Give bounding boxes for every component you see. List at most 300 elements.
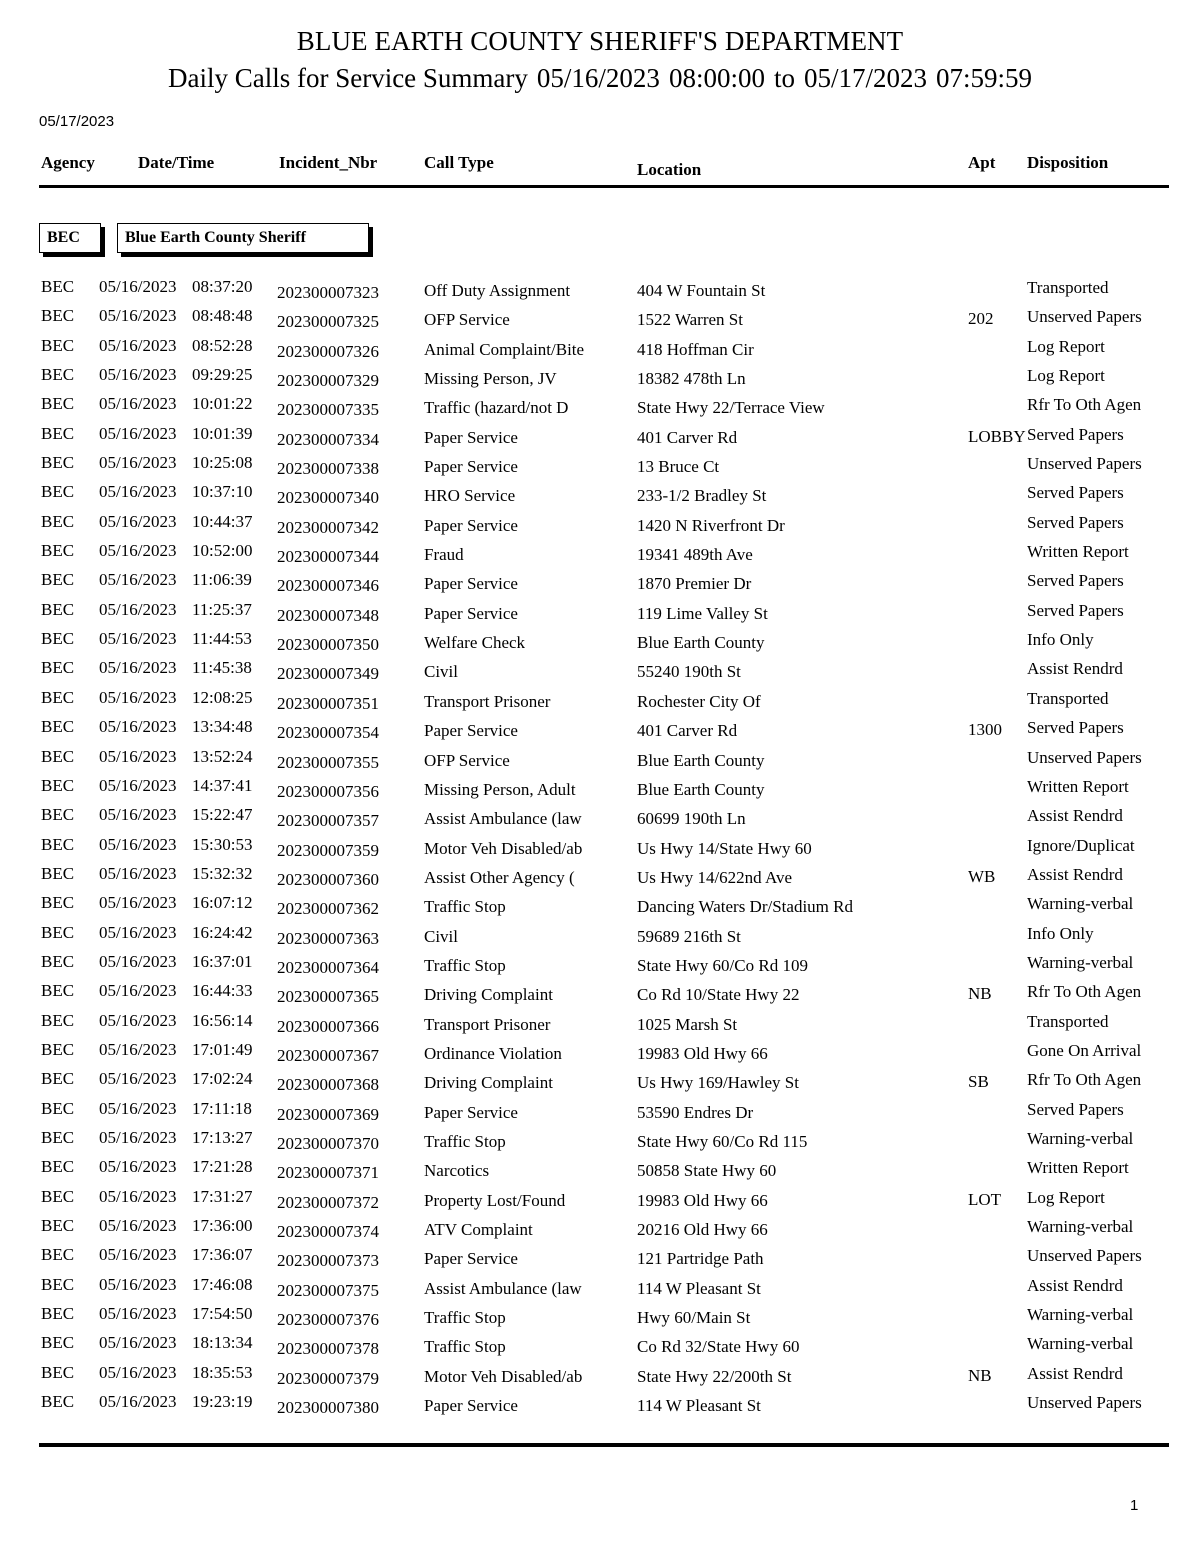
cell-time: 15:30:53 <box>192 834 253 854</box>
table-row <box>0 1392 1200 1421</box>
cell-location: Co Rd 32/State Hwy 60 <box>637 1337 800 1357</box>
cell-date: 05/16/2023 <box>99 1216 177 1235</box>
cell-call-type: Paper Service <box>424 1102 518 1122</box>
cell-apt: WB <box>968 866 996 886</box>
cell-call-type: Fraud <box>424 545 464 565</box>
page-number: 1 <box>1130 1497 1139 1514</box>
cell-disposition: Assist Rendrd <box>1027 806 1123 826</box>
cell-disposition: Served Papers <box>1027 483 1124 503</box>
table-row <box>0 923 1200 952</box>
cell-agency: BEC <box>41 453 75 473</box>
cell-location: 50858 State Hwy 60 <box>637 1161 777 1181</box>
cell-call-type: Paper Service <box>424 1249 518 1269</box>
cell-date: 05/16/2023 <box>99 893 177 913</box>
cell-time: 17:31:27 <box>192 1186 253 1206</box>
column-header-agency: Agency <box>41 153 95 172</box>
cell-agency: BEC <box>41 1216 75 1235</box>
cell-time: 16:24:42 <box>192 922 253 942</box>
cell-disposition: Warning-verbal <box>1027 1334 1134 1354</box>
cell-call-type: Transport Prisoner <box>424 691 551 711</box>
cell-disposition: Served Papers <box>1027 1099 1124 1119</box>
cell-disposition: Unserved Papers <box>1027 1393 1142 1413</box>
table-row <box>0 453 1200 482</box>
cell-location: 20216 Old Hwy 66 <box>637 1220 768 1239</box>
cell-incident-nbr: 202300007368 <box>277 1075 379 1095</box>
cell-time: 17:01:49 <box>192 1039 253 1059</box>
cell-agency: BEC <box>41 599 75 619</box>
cell-date: 05/16/2023 <box>99 1333 177 1353</box>
cell-location: Dancing Waters Dr/Stadium Rd <box>637 897 853 917</box>
cell-agency: BEC <box>41 746 75 766</box>
cell-call-type: Property Lost/Found <box>424 1190 566 1210</box>
cell-incident-nbr: 202300007350 <box>277 635 379 655</box>
cell-agency: BEC <box>41 922 75 942</box>
cell-agency: BEC <box>41 805 75 825</box>
cell-call-type: Traffic Stop <box>424 897 506 917</box>
cell-time: 15:32:32 <box>192 863 253 883</box>
cell-time: 09:29:25 <box>192 365 253 385</box>
cell-location: 418 Hoffman Cir <box>637 339 754 359</box>
cell-date: 05/16/2023 <box>99 1098 177 1118</box>
cell-time: 17:11:18 <box>192 1098 252 1118</box>
subtitle-connector: to <box>773 63 795 94</box>
column-header-disposition: Disposition <box>1027 153 1109 172</box>
cell-call-type: Ordinance Violation <box>424 1043 562 1063</box>
cell-date: 05/16/2023 <box>99 981 177 1001</box>
cell-location: Rochester City Of <box>637 691 761 711</box>
cell-agency: BEC <box>41 1157 75 1177</box>
subtitle-start-date: 05/16/2023 <box>536 63 660 94</box>
cell-agency: BEC <box>41 1304 75 1324</box>
cell-disposition: Log Report <box>1027 336 1105 356</box>
cell-time: 11:25:37 <box>192 599 252 619</box>
cell-time: 13:52:24 <box>192 746 253 766</box>
cell-time: 11:44:53 <box>192 629 252 649</box>
column-header-datetime: Date/Time <box>138 153 215 172</box>
cell-date: 05/16/2023 <box>99 629 177 649</box>
cell-location: 18382 478th Ln <box>637 369 746 389</box>
cell-call-type: Assist Other Agency ( <box>424 867 575 887</box>
cell-time: 10:01:22 <box>192 394 253 414</box>
cell-date: 05/16/2023 <box>99 482 177 502</box>
column-header-call-type: Call Type <box>424 153 494 172</box>
cell-call-type: Civil <box>424 662 459 682</box>
cell-location: Hwy 60/Main St <box>637 1308 751 1328</box>
cell-call-type: Paper Service <box>424 574 518 594</box>
cell-incident-nbr: 202300007325 <box>277 312 379 332</box>
cell-disposition: Transported <box>1027 688 1109 708</box>
cell-disposition: Written Report <box>1027 776 1129 796</box>
subtitle-end-date: 05/17/2023 <box>803 63 927 94</box>
cell-incident-nbr: 202300007374 <box>277 1222 379 1241</box>
cell-call-type: Missing Person, Adult <box>424 779 576 799</box>
cell-agency: BEC <box>41 1069 75 1089</box>
cell-location: 60699 190th Ln <box>637 809 746 829</box>
cell-incident-nbr: 202300007323 <box>277 283 379 302</box>
table-row <box>0 306 1200 335</box>
cell-time: 10:01:39 <box>192 423 253 443</box>
cell-disposition: Assist Rendrd <box>1027 864 1123 884</box>
cell-date: 05/16/2023 <box>99 1274 177 1294</box>
cell-time: 14:37:41 <box>192 775 253 795</box>
table-row <box>0 1333 1200 1362</box>
cell-date: 05/16/2023 <box>99 687 177 707</box>
table-row <box>0 658 1200 687</box>
cell-disposition: Gone On Arrival <box>1027 1040 1142 1060</box>
table-row <box>0 1187 1200 1216</box>
cell-apt: NB <box>968 984 992 1004</box>
cell-location: Us Hwy 14/622nd Ave <box>637 867 793 887</box>
cell-location: 19983 Old Hwy 66 <box>637 1043 768 1063</box>
cell-call-type: Paper Service <box>424 515 518 535</box>
cell-call-type: Motor Veh Disabled/ab <box>424 838 583 858</box>
table-row <box>0 512 1200 541</box>
cell-time: 17:36:00 <box>192 1216 253 1235</box>
cell-agency: BEC <box>41 1362 75 1382</box>
cell-agency: BEC <box>41 1010 75 1030</box>
cell-time: 11:06:39 <box>192 570 252 590</box>
cell-date: 05/16/2023 <box>99 863 177 883</box>
report-title-block <box>0 26 1200 96</box>
cell-call-type: Motor Veh Disabled/ab <box>424 1366 583 1386</box>
cell-location: Blue Earth County <box>637 779 765 799</box>
cell-location: 114 W Pleasant St <box>637 1278 761 1298</box>
table-row <box>0 336 1200 365</box>
cell-agency: BEC <box>41 775 75 795</box>
cell-agency: BEC <box>41 981 75 1001</box>
cell-location: 53590 Endres Dr <box>637 1102 754 1122</box>
cell-disposition: Rfr To Oth Agen <box>1027 982 1142 1002</box>
report-run-date: 05/17/2023 <box>39 113 115 130</box>
cell-date: 05/16/2023 <box>99 805 177 825</box>
table-row <box>0 1245 1200 1274</box>
cell-incident-nbr: 202300007370 <box>277 1133 379 1153</box>
cell-date: 05/16/2023 <box>99 1010 177 1030</box>
cell-incident-nbr: 202300007344 <box>277 547 379 567</box>
cell-location: 1420 N Riverfront Dr <box>637 515 785 535</box>
cell-agency: BEC <box>41 1333 75 1353</box>
cell-disposition: Ignore/Duplicat <box>1027 835 1135 855</box>
cell-time: 17:46:08 <box>192 1274 253 1294</box>
cell-time: 18:13:34 <box>192 1333 253 1353</box>
cell-incident-nbr: 202300007366 <box>277 1016 379 1036</box>
cell-location: 1025 Marsh St <box>637 1014 738 1034</box>
cell-location: 13 Bruce Ct <box>637 457 720 477</box>
cell-call-type: Traffic Stop <box>424 1337 506 1357</box>
cell-disposition: Written Report <box>1027 1158 1129 1178</box>
cell-call-type: Off Duty Assignment <box>424 281 571 300</box>
cell-date: 05/16/2023 <box>99 394 177 414</box>
table-row <box>0 1363 1200 1392</box>
cell-call-type: Traffic Stop <box>424 1131 506 1151</box>
cell-agency: BEC <box>41 335 75 355</box>
cell-location: State Hwy 60/Co Rd 109 <box>637 955 808 975</box>
cell-incident-nbr: 202300007372 <box>277 1192 379 1212</box>
cell-disposition: Transported <box>1027 1011 1109 1031</box>
cell-incident-nbr: 202300007376 <box>277 1310 379 1330</box>
table-row <box>0 864 1200 893</box>
cell-agency: BEC <box>41 394 75 414</box>
cell-date: 05/16/2023 <box>99 453 177 473</box>
cell-time: 08:37:20 <box>192 277 253 296</box>
table-row <box>0 1216 1200 1245</box>
cell-agency: BEC <box>41 482 75 502</box>
cell-agency: BEC <box>41 423 75 443</box>
cell-disposition: Rfr To Oth Agen <box>1027 1070 1142 1090</box>
cell-agency: BEC <box>41 629 75 649</box>
cell-apt: NB <box>968 1365 992 1385</box>
cell-date: 05/16/2023 <box>99 1186 177 1206</box>
cell-agency: BEC <box>41 658 75 678</box>
cell-agency: BEC <box>41 541 75 561</box>
table-row <box>0 1069 1200 1098</box>
cell-agency: BEC <box>41 863 75 883</box>
cell-disposition: Transported <box>1027 278 1109 297</box>
cell-time: 18:35:53 <box>192 1362 253 1382</box>
table-row <box>0 365 1200 394</box>
cell-call-type: Traffic (hazard/not D <box>424 398 569 418</box>
cell-agency: BEC <box>41 717 75 737</box>
subtitle-end-time: 07:59:59 <box>935 63 1032 94</box>
cell-call-type: Animal Complaint/Bite <box>424 339 585 359</box>
cell-location: 55240 190th St <box>637 662 741 682</box>
cell-time: 15:22:47 <box>192 805 253 825</box>
cell-agency: BEC <box>41 893 75 913</box>
cell-disposition: Written Report <box>1027 542 1129 562</box>
cell-location: 114 W Pleasant St <box>637 1396 761 1416</box>
cell-date: 05/16/2023 <box>99 423 177 443</box>
cell-disposition: Served Papers <box>1027 512 1124 532</box>
cell-time: 08:48:48 <box>192 306 253 326</box>
cell-disposition: Rfr To Oth Agen <box>1027 395 1142 415</box>
cell-location: Blue Earth County <box>637 750 765 770</box>
cell-location: 59689 216th St <box>637 926 741 946</box>
table-row <box>0 1128 1200 1157</box>
cell-disposition: Info Only <box>1027 630 1094 650</box>
cell-incident-nbr: 202300007348 <box>277 605 379 625</box>
cell-time: 10:52:00 <box>192 541 253 561</box>
cell-incident-nbr: 202300007363 <box>277 928 379 948</box>
cell-location: Blue Earth County <box>637 633 765 653</box>
table-row <box>0 747 1200 776</box>
cell-call-type: Transport Prisoner <box>424 1014 551 1034</box>
calls-table-body <box>0 277 1200 1421</box>
cell-date: 05/16/2023 <box>99 1245 177 1265</box>
cell-disposition: Log Report <box>1027 1187 1105 1207</box>
cell-time: 12:08:25 <box>192 687 253 707</box>
table-row <box>0 277 1200 306</box>
cell-location: 1870 Premier Dr <box>637 574 752 594</box>
cell-call-type: Traffic Stop <box>424 1308 506 1328</box>
cell-location: Us Hwy 14/State Hwy 60 <box>637 838 812 858</box>
cell-time: 19:23:19 <box>192 1392 253 1412</box>
cell-apt: 202 <box>968 309 994 329</box>
cell-call-type: Driving Complaint <box>424 985 553 1005</box>
cell-time: 16:37:01 <box>192 951 253 971</box>
cell-location: 404 W Fountain St <box>637 281 766 300</box>
table-row <box>0 981 1200 1010</box>
table-row <box>0 805 1200 834</box>
cell-disposition: Unserved Papers <box>1027 1246 1142 1266</box>
cell-time: 17:02:24 <box>192 1069 253 1089</box>
cell-disposition: Unserved Papers <box>1027 747 1142 767</box>
cell-disposition: Served Papers <box>1027 424 1124 444</box>
cell-time: 16:56:14 <box>192 1010 253 1030</box>
table-row <box>0 688 1200 717</box>
cell-agency: BEC <box>41 1039 75 1059</box>
cell-date: 05/16/2023 <box>99 922 177 942</box>
cell-incident-nbr: 202300007354 <box>277 723 379 743</box>
table-row <box>0 541 1200 570</box>
cell-agency: BEC <box>41 1274 75 1294</box>
cell-date: 05/16/2023 <box>99 1039 177 1059</box>
cell-time: 17:54:50 <box>192 1304 253 1324</box>
cell-incident-nbr: 202300007371 <box>277 1163 379 1183</box>
cell-time: 17:36:07 <box>192 1245 253 1265</box>
cell-incident-nbr: 202300007329 <box>277 371 379 391</box>
cell-agency: BEC <box>41 365 75 385</box>
cell-date: 05/16/2023 <box>99 277 177 296</box>
table-row <box>0 952 1200 981</box>
cell-agency: BEC <box>41 1098 75 1118</box>
cell-incident-nbr: 202300007367 <box>277 1045 379 1065</box>
cell-location: State Hwy 60/Co Rd 115 <box>637 1131 808 1151</box>
cell-apt: LOBBY <box>968 426 1026 446</box>
cell-location: 119 Lime Valley St <box>637 603 768 623</box>
cell-call-type: OFP Service <box>424 750 510 770</box>
cell-time: 08:52:28 <box>192 335 253 355</box>
cell-date: 05/16/2023 <box>99 717 177 737</box>
table-row <box>0 570 1200 599</box>
cell-apt: LOT <box>968 1189 1002 1209</box>
cell-incident-nbr: 202300007338 <box>277 459 379 479</box>
cell-call-type: Driving Complaint <box>424 1073 553 1093</box>
cell-apt: SB <box>968 1072 989 1092</box>
cell-time: 13:34:48 <box>192 717 253 737</box>
cell-call-type: Missing Person, JV <box>424 369 557 389</box>
cell-incident-nbr: 202300007335 <box>277 400 379 420</box>
cell-date: 05/16/2023 <box>99 599 177 619</box>
cell-call-type: OFP Service <box>424 310 510 330</box>
cell-disposition: Warning-verbal <box>1027 894 1134 914</box>
table-row <box>0 1099 1200 1128</box>
cell-time: 10:25:08 <box>192 453 253 473</box>
agency-code-box: BEC <box>39 223 101 253</box>
cell-time: 10:37:10 <box>192 482 253 502</box>
cell-time: 16:44:33 <box>192 981 253 1001</box>
cell-disposition: Info Only <box>1027 923 1094 943</box>
cell-incident-nbr: 202300007362 <box>277 899 379 919</box>
cell-call-type: Paper Service <box>424 427 518 447</box>
cell-agency: BEC <box>41 1245 75 1265</box>
cell-incident-nbr: 202300007360 <box>277 869 379 889</box>
table-row <box>0 1011 1200 1040</box>
table-row <box>0 717 1200 746</box>
page-title: BLUE EARTH COUNTY SHERIFF'S DEPARTMENT <box>296 26 904 56</box>
cell-call-type: HRO Service <box>424 486 516 506</box>
cell-agency: BEC <box>41 834 75 854</box>
cell-disposition: Unserved Papers <box>1027 307 1142 327</box>
cell-disposition: Assist Rendrd <box>1027 659 1123 679</box>
column-header-location: Location <box>637 160 702 179</box>
cell-agency: BEC <box>41 1186 75 1206</box>
cell-disposition: Warning-verbal <box>1027 1305 1134 1325</box>
cell-date: 05/16/2023 <box>99 1069 177 1089</box>
header-divider-rule <box>39 185 1169 188</box>
cell-date: 05/16/2023 <box>99 570 177 590</box>
cell-date: 05/16/2023 <box>99 1362 177 1382</box>
cell-date: 05/16/2023 <box>99 1127 177 1147</box>
cell-call-type: Paper Service <box>424 1396 518 1416</box>
cell-incident-nbr: 202300007369 <box>277 1104 379 1124</box>
cell-call-type: Narcotics <box>424 1161 490 1181</box>
cell-time: 17:13:27 <box>192 1127 253 1147</box>
cell-incident-nbr: 202300007375 <box>277 1280 379 1300</box>
cell-apt: 1300 <box>968 720 1002 740</box>
cell-time: 16:07:12 <box>192 893 253 913</box>
cell-disposition: Warning-verbal <box>1027 1128 1134 1148</box>
cell-incident-nbr: 202300007359 <box>277 840 379 860</box>
cell-location: 121 Partridge Path <box>637 1249 764 1269</box>
cell-disposition: Served Papers <box>1027 600 1124 620</box>
table-row <box>0 1304 1200 1333</box>
table-row <box>0 776 1200 805</box>
table-row <box>0 482 1200 511</box>
table-column-headers <box>0 152 1200 186</box>
table-row <box>0 1275 1200 1304</box>
cell-date: 05/16/2023 <box>99 365 177 385</box>
cell-disposition: Warning-verbal <box>1027 952 1134 972</box>
table-row <box>0 424 1200 453</box>
table-row <box>0 629 1200 658</box>
cell-incident-nbr: 202300007349 <box>277 664 379 684</box>
cell-incident-nbr: 202300007351 <box>277 693 379 713</box>
cell-incident-nbr: 202300007380 <box>277 1398 379 1418</box>
cell-incident-nbr: 202300007373 <box>277 1251 379 1271</box>
cell-time: 11:45:38 <box>192 658 252 678</box>
cell-location: 1522 Warren St <box>637 310 743 330</box>
cell-disposition: Served Papers <box>1027 718 1124 738</box>
cell-location: 19983 Old Hwy 66 <box>637 1190 768 1210</box>
cell-disposition: Warning-verbal <box>1027 1217 1134 1236</box>
table-row <box>0 1040 1200 1069</box>
cell-date: 05/16/2023 <box>99 1392 177 1412</box>
cell-incident-nbr: 202300007365 <box>277 987 379 1007</box>
cell-disposition: Log Report <box>1027 366 1105 386</box>
cell-time: 10:44:37 <box>192 511 253 531</box>
cell-incident-nbr: 202300007340 <box>277 488 379 508</box>
cell-date: 05/16/2023 <box>99 1304 177 1324</box>
cell-incident-nbr: 202300007346 <box>277 576 379 596</box>
column-header-incident-nbr: Incident_Nbr <box>279 153 378 172</box>
report-subtitle <box>0 61 1200 96</box>
subtitle-label: Daily Calls for Service Summary <box>167 63 528 94</box>
cell-incident-nbr: 202300007334 <box>277 429 379 449</box>
cell-location: 233-1/2 Bradley St <box>637 486 767 506</box>
cell-date: 05/16/2023 <box>99 541 177 561</box>
cell-date: 05/16/2023 <box>99 951 177 971</box>
cell-date: 05/16/2023 <box>99 511 177 531</box>
cell-call-type: Paper Service <box>424 457 518 477</box>
cell-call-type: Welfare Check <box>424 633 526 653</box>
cell-date: 05/16/2023 <box>99 335 177 355</box>
cell-location: State Hwy 22/200th St <box>637 1366 792 1386</box>
cell-location: 401 Carver Rd <box>637 721 738 741</box>
cell-agency: BEC <box>41 306 75 326</box>
cell-call-type: Assist Ambulance (law <box>424 809 582 829</box>
cell-location: Co Rd 10/State Hwy 22 <box>637 985 800 1005</box>
agency-name-box: Blue Earth County Sheriff <box>117 223 369 253</box>
